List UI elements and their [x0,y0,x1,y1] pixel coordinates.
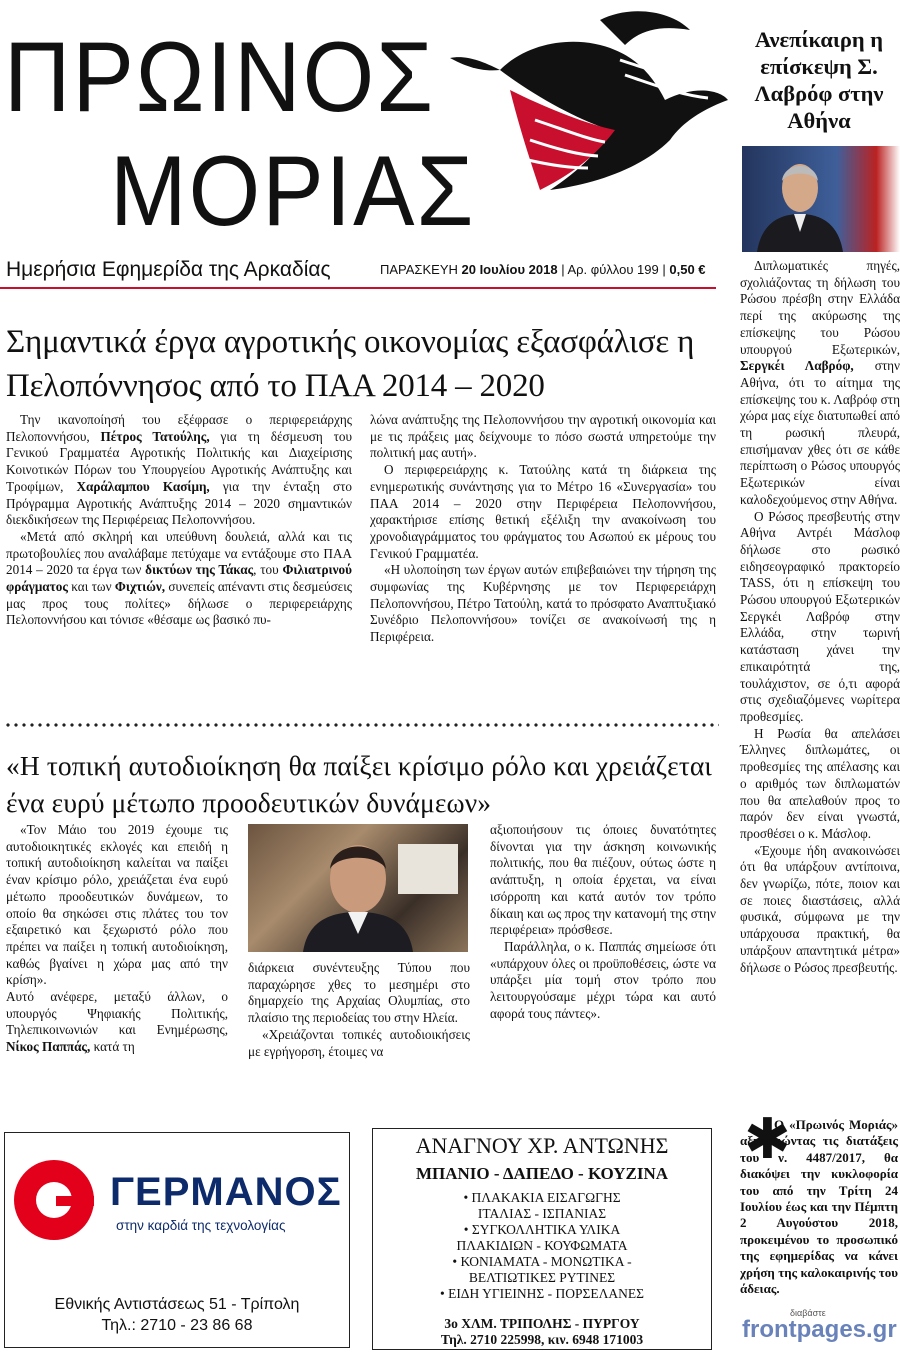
germanos-contact [4,1294,350,1336]
text-span: στην Αθήνα, ότι το αίτημα της επίσκεψης του κ. Λαβρόφ στη χώρα μας είχε διατυπωθεί από τη ρωσική πλευρά, επισήμαναν χθες ότι σε κάθε περίπτωση ο Ρώσος υπουργός Εξωτερικών είναι καλοδεχούμενος στην Αθήνα. [740,358,900,507]
antonis-name: ΑΝΑΓΝΟΥ ΧΡ. ΑΝΤΩΝΗΣ [415,1133,669,1158]
sidebar-headline: Ανεπίκαιρη η επίσκεψη Σ. Λαβρόφ στην Αθήνα [754,27,884,133]
dateline-issue: | Αρ. φύλλου 199 | [561,262,666,277]
masthead-divider [0,287,716,289]
person-name: Χαράλαμπου Κασίμη, [76,478,210,494]
text-span: «Μετά από σκληρή και υπεύθυνη δουλειά, αλλά και τις πρωτοβουλίες που αναλάβαμε πετύχαμε να εντάξουμε στο ΠΑΑ 2014 – 2020 τα έργα των [6,528,352,578]
emphasis: Φιχτιών, [114,579,166,595]
logo-line-2: ΜΟΡΙΑΣ [110,136,476,247]
antonis-category: ΜΠΑΝΙΟ - ΔΑΠΕΔΟ - ΚΟΥΖΙΝΑ [415,1164,669,1183]
person-photo-icon [248,824,468,952]
text-span: Αυτό ανέφερε, μεταξύ άλλων, ο υπουργός Ψηφιακής Πολιτικής, Τηλεπικοινωνιών και Ενημέρωσης, [6,989,228,1038]
sidebar-paragraph: «Έχουμε ήδη ανακοινώσει ότι θα υπάρξουν αντίποινα, δεν γνωρίζω, πότε, ποιον και σε ποιες διαστάσεις, αλλά φυσικά, σύμφωνα με την υπάρχουσα πρακτική, θα υπάρξουν απαντητικά μέτρα» δήλωσε ο Ρώσος πρεσβευτής. [740,842,900,975]
sidebar-article [740,258,900,976]
germanos-address: Εθνικής Αντιστάσεως 51 - Τρίπολη [54,1296,300,1313]
antonis-item: ΒΕΛΤΙΩΤΙΚΕΣ ΡΥΤΙΝΕΣ [468,1270,616,1285]
dove-logo-icon [440,0,730,200]
germanos-name: ΓΕΡΜΑΝΟΣ [110,1170,342,1214]
article2-column-1 [6,822,228,1056]
antonis-item: • ΠΛΑΚΑΚΙΑ ΕΙΣΑΓΩΓΗΣ [463,1190,621,1205]
antonis-items [376,1190,708,1302]
article2-column-2 [248,960,470,1060]
text-span: και των [67,579,115,595]
person-name: Πέτρος Τατούλης, [100,428,210,444]
antonis-item: • ΚΟΝΙΑΜΑΤΑ - ΜΟΝΩΤΙΚΑ - [452,1254,632,1269]
person-photo-icon [742,146,900,252]
article1-paragraph: Ο περιφερειάρχης κ. Τατούλης κατά τη διάρκεια της ενημερωτικής συνάντησης για το Μέτρο 16 «Συνεργασία» του ΠΑΑ 2014 – 2020 στην Περιφέρεια Πελοποννήσου, χαρακτήρισε επίσης θετική εξέλιξη την ανακοίνωση του χρονοδιαγράμματος του φράγματος του Ασωπού εκ μέρους του Γενικού Γραμματέα. [370,462,716,561]
antonis-item: ΠΛΑΚΙΔΙΩΝ - ΚΟΥΦΩΜΑΤΑ [456,1238,628,1253]
article1-paragraph [6,412,352,529]
paper-subtitle: Ημερήσια Εφημερίδα της Αρκαδίας [6,258,331,281]
text-span: Διπλωματικές πηγές, σχολιάζοντας τη δήλωση του Ρώσου πρέσβη στην Ελλάδα περί της ακύρωσης της επίσκεψης του Ρώσου υπουργού Εξωτερικών, [740,258,900,357]
article2-paragraph: αξιοποιήσουν τις όποιες δυνατότητες δίνονται για την άσκηση κοινωνικής πολιτικής, που θα πιέζουν, ούτως ώστε η ανάπτυξη, η οποία έρχεται, να είναι ισόρροπη και κατά αυτόν τον τρόπο δίκαιη και ως προς την κατανομή της στην περιφέρεια» πρόσθεσε. [490,822,716,938]
antonis-address: 3ο ΧΛΜ. ΤΡΙΠΟΛΗΣ - ΠΥΡΓΟΥ [444,1316,640,1331]
article2-paragraph: Παράλληλα, ο κ. Παππάς σημείωσε ότι «υπάρχουν όλες οι προϋποθέσεις, ώστε να υπάρξει μία τομή στον τρόπο που λειτουργούσαμε μέχρι τώρα και αυτό αφορά τους πάντες». [490,938,716,1021]
minister-photo [248,824,468,952]
antonis-phone: Τηλ. 2710 225998, κιν. 6948 171003 [440,1332,644,1347]
watermark-small: διαβάστε [790,1308,826,1318]
sidebar-paragraph: Η Ρωσία θα απελάσει Έλληνες διπλωμάτες, οι προθεσμίες της απέλασης και ο αριθμός των διπλωματών που θα απελαθούν προς το παρόν δεν είναι γνωστά, προσθέσει ο κ. Μάσλοφ. [740,725,900,841]
logo-line-1: ΠΡΩΙΝΟΣ [4,22,436,133]
article2-headline: «Η τοπική αυτοδιοίκηση θα παίξει κρίσιμο ρόλο και χρειάζεται ένα ευρύ μέτωπο προοδευτικών δυνάμεων» [6,750,712,818]
lavrov-photo [742,146,900,252]
sidebar-paragraph [740,258,900,509]
antonis-item: ΙΤΑΛΙΑΣ - ΙΣΠΑΝΙΑΣ [477,1206,607,1221]
text-span: Την ικανοποίησή του εξέφρασε ο περιφερειάρχης Πελοποννήσου, [6,412,352,444]
germanos-tagline: στην καρδιά της τεχνολογίας [116,1218,286,1233]
dateline-day: ΠΑΡΑΣΚΕΥΗ [380,262,458,277]
article2-paragraph [6,989,228,1056]
text-span: για τη δέσμευση του Γενικού Γραμματέα Αγροτικής Πολιτικής και Διαχείρισης Κοινοτικών Πόρων του Υπουργείου Αγροτικής Ανάπτυξης και Τροφίμων, [6,428,353,494]
antonis-item: • ΕΙΔΗ ΥΓΙΕΙΝΗΣ - ΠΟΡΣΕΛΑΝΕΣ [439,1286,645,1301]
article2-paragraph: «Τον Μάιο του 2019 έχουμε τις αυτοδιοικητικές εκλογές και επειδή η τοπική αυτοδιοίκηση καλείται να παίξει έναν κρίσιμο ρόλο, χρειάζεται ένα ευρύ μέτωπο προοδευτικών δυνάμεων, το οποίο θα σηκώσει στις πλάτες του τον εξαιρετικό και ξεχωριστό ρόλο που πρέπει να παίξει η τοπική αυτοδιοίκηση, καθώς βγαίνει η χώρα μας από την κρίση». [6,822,228,988]
germanos-logo-bar [56,1196,94,1206]
article1-headline: Σημαντικά έργα αγροτικής οικονομίας εξασφάλισε η Πελοπόννησος από το ΠΑΑ 2014 – 2020 [6,324,695,404]
germanos-phone: Τηλ.: 2710 - 23 86 68 [101,1317,253,1334]
dotted-divider [4,722,719,728]
article2-column-3 [490,822,716,1022]
sidebar-paragraph: Ο Ρώσος πρεσβευτής στην Αθήνα Αντρέι Μάσλοφ δήλωσε στο ρωσικό ειδησεογραφικό πρακτορείο TASS, ότι η επίσκεψη του Ρώσου υπουργού Εξωτερικών Σεργκέι Λαβρόφ στην Ελλάδα, στην τωρινή κατάσταση χάνει την επικαιρότητά της, τουλάχιστον, σε ό,τι αφορά στις σχεδιαζόμενες νωρίτερα προθεσμίες. [740,508,900,724]
dateline-date: 20 Ιουλίου 2018 [461,262,558,277]
article1-paragraph: λώνα ανάπτυξης της Πελοποννήσου την αγροτική οικονομία και με τις πράξεις μας δείχνουμε το πόσο σωστά υπηρετούμε την πολιτική μας αυτή». [370,412,716,461]
asterisk-icon: ✱ [744,1107,791,1172]
text-span: , του [253,562,283,578]
text-span: για την ένταξη στο Πρόγραμμα Αγροτικής Ανάπτυξης 2014 – 2020 σημαντικών διεκδικήσεων της Περιφέρειας Πελοποννήσου. [6,478,352,528]
article1-paragraph [6,529,352,629]
dateline-price: 0,50 € [669,262,706,277]
dateline [380,262,706,277]
article1-column-1 [6,412,352,629]
person-name: Σεργκέι Λαβρόφ, [740,358,854,374]
article1-column-2 [370,412,716,646]
watermark-logo: frontpages.gr [742,1316,897,1343]
emphasis: δικτύων της Τάκας [145,562,254,578]
person-name: Νίκος Παππάς, [6,1039,91,1055]
antonis-item: • ΣΥΓΚΟΛΛΗΤΙΚΑ ΥΛΙΚΑ [463,1222,621,1237]
article2-paragraph: διάρκεια συνέντευξης Τύπου που παραχώρησε χθες το μεσημέρι στο δημαρχείο της Αρχαίας Ολυμπίας, στο πλαίσιο της περιοδείας του στην Ηλεία. [248,960,470,1026]
article1-paragraph: «Η υλοποίηση των έργων αυτών επιβεβαιώνει την τήρηση της συμφωνίας της Κυβέρνησης με τον Περιφερειάρχη Πελοποννήσου, Πέτρο Τατούλη, κατά το πρόσφατο Αναπτυξιακό Συνέδριο Πελοποννήσου» τονίζει σε ανακοίνωσή της η Περιφέρεια. [370,562,716,645]
emphasis: Φιλιατρινού φράγματος [6,562,352,595]
antonis-contact [376,1316,708,1348]
text-span: συνεπείς απέναντι στις δεσμεύσεις μας προς τους πολίτες» δήλωσε ο περιφερειάρχης Πελοποννήσου και τόνισε «θέσαμε ως βασικό πυ- [6,579,352,628]
notice-text: Ο «Πρωινός Μοριάς» αξιοποιώντας τις διατάξεις του ν. 4487/2017, θα διακόψει την κυκλοφορία του από την Τρίτη 24 Ιουλίου έως και την Πέμπτη 2 Αυγούστου 2018, προκειμένου το προσωπικό της εφημερίδας να κάνει χρήση της καλοκαιρινής του άδειας. [740,1117,898,1297]
text-span: κατά τη [90,1039,135,1055]
article2-paragraph: «Χρειάζονται τοπικές αυτοδιοικήσεις με εγρήγορση, έτοιμες να [248,1026,470,1059]
